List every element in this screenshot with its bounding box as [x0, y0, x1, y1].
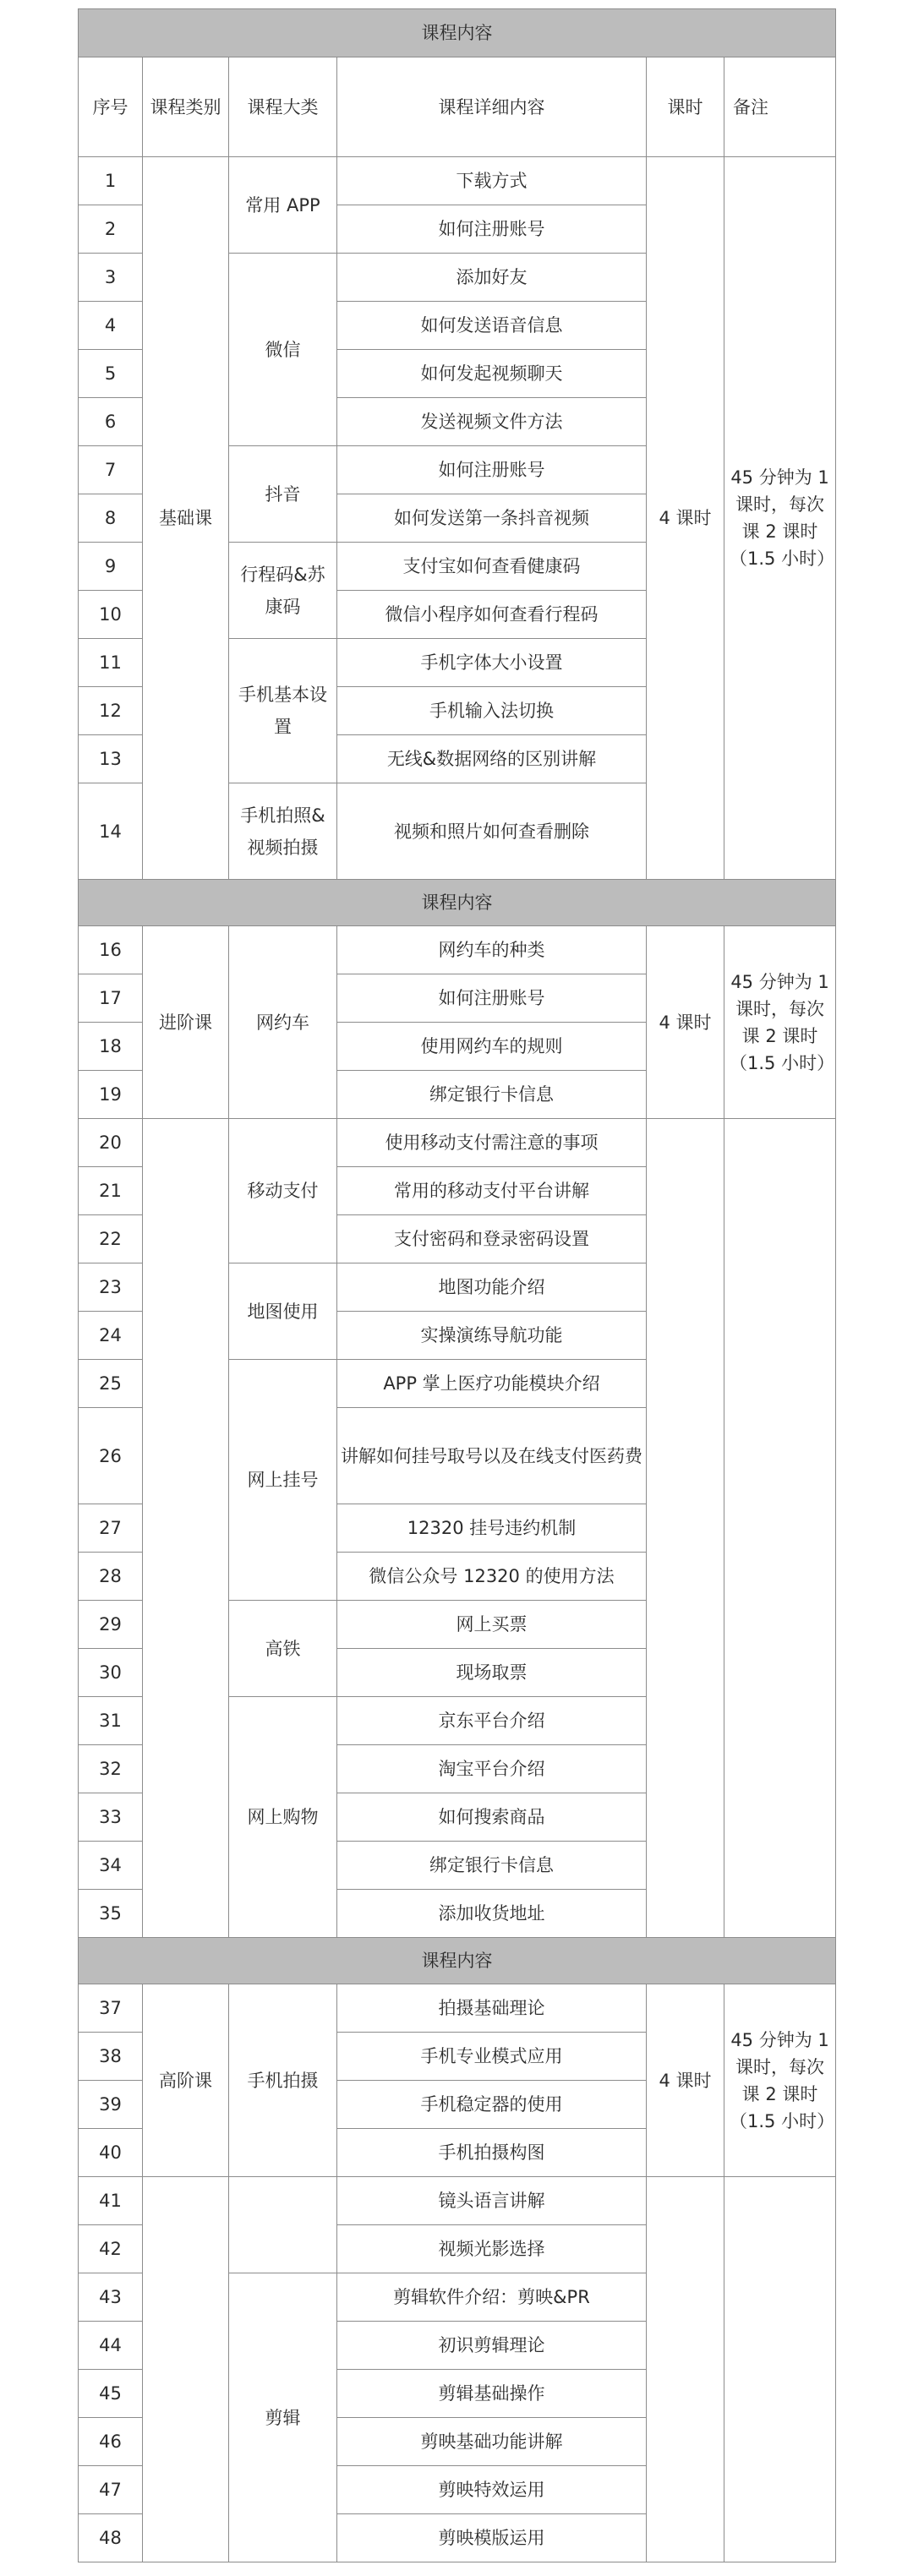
section-header: 课程内容 [79, 9, 836, 57]
course-category-empty [143, 2177, 229, 2562]
row-number: 9 [79, 543, 143, 591]
course-note: 45 分钟为 1 课时，每次课 2 课时（1.5 小时） [724, 157, 836, 880]
row-number: 25 [79, 1360, 143, 1408]
course-hours-empty [647, 1119, 724, 1938]
row-number: 30 [79, 1649, 143, 1697]
course-detail: 使用网约车的规则 [337, 1023, 647, 1071]
course-category: 高阶课 [143, 1984, 229, 2177]
course-detail: 手机专业模式应用 [337, 2033, 647, 2081]
course-detail: 网上买票 [337, 1601, 647, 1649]
course-detail: 淘宝平台介绍 [337, 1745, 647, 1793]
row-number: 28 [79, 1553, 143, 1601]
row-number: 42 [79, 2225, 143, 2273]
course-hours: 4 课时 [647, 157, 724, 880]
row-number: 18 [79, 1023, 143, 1071]
row-number: 20 [79, 1119, 143, 1167]
course-detail: 添加收货地址 [337, 1890, 647, 1938]
row-number: 34 [79, 1842, 143, 1890]
row-number: 39 [79, 2081, 143, 2129]
table-row [79, 926, 836, 974]
course-detail: 地图功能介绍 [337, 1263, 647, 1312]
row-number: 35 [79, 1890, 143, 1938]
course-detail: 讲解如何挂号取号以及在线支付医药费 [337, 1408, 647, 1504]
course-detail: 如何发起视频聊天 [337, 350, 647, 398]
row-number: 17 [79, 974, 143, 1023]
course-detail: 如何发送第一条抖音视频 [337, 494, 647, 543]
course-category-empty [143, 1119, 229, 1938]
course-detail: 拍摄基础理论 [337, 1984, 647, 2033]
row-number: 2 [79, 205, 143, 254]
column-header-group: 课程大类 [229, 57, 337, 157]
course-note: 45 分钟为 1 课时，每次课 2 课时（1.5 小时） [724, 926, 836, 1119]
course-detail: 京东平台介绍 [337, 1697, 647, 1745]
row-number: 21 [79, 1167, 143, 1215]
course-detail: 初识剪辑理论 [337, 2322, 647, 2370]
row-number: 22 [79, 1215, 143, 1263]
course-hours-empty [647, 2177, 724, 2562]
course-detail: 常用的移动支付平台讲解 [337, 1167, 647, 1215]
course-detail: 剪辑软件介绍：剪映&PR [337, 2273, 647, 2322]
row-number: 43 [79, 2273, 143, 2322]
column-header-category: 课程类别 [143, 57, 229, 157]
course-group: 网上挂号 [229, 1360, 337, 1601]
course-detail: 如何注册账号 [337, 205, 647, 254]
row-number: 24 [79, 1312, 143, 1360]
course-detail: 剪映模版运用 [337, 2514, 647, 2562]
row-number: 1 [79, 157, 143, 205]
row-number: 26 [79, 1408, 143, 1504]
course-group: 地图使用 [229, 1263, 337, 1360]
course-group: 高铁 [229, 1601, 337, 1697]
course-detail: 如何搜索商品 [337, 1793, 647, 1842]
course-detail: 微信公众号 12320 的使用方法 [337, 1553, 647, 1601]
column-header-detail: 课程详细内容 [337, 57, 647, 157]
section-header: 课程内容 [79, 880, 836, 926]
course-group: 移动支付 [229, 1119, 337, 1263]
course-detail: 网约车的种类 [337, 926, 647, 974]
course-detail: 微信小程序如何查看行程码 [337, 591, 647, 639]
row-number: 47 [79, 2466, 143, 2514]
course-detail: 现场取票 [337, 1649, 647, 1697]
table-row [79, 1984, 836, 2033]
column-header-hours: 课时 [647, 57, 724, 157]
row-number: 16 [79, 926, 143, 974]
row-number: 7 [79, 446, 143, 494]
row-number: 6 [79, 398, 143, 446]
row-number: 23 [79, 1263, 143, 1312]
table-row [79, 157, 836, 205]
course-detail: 支付宝如何查看健康码 [337, 543, 647, 591]
row-number: 38 [79, 2033, 143, 2081]
course-detail: 绑定银行卡信息 [337, 1842, 647, 1890]
row-number: 12 [79, 687, 143, 735]
course-group: 剪辑 [229, 2273, 337, 2562]
course-detail: 如何发送语音信息 [337, 302, 647, 350]
course-group: 手机拍摄 [229, 1984, 337, 2177]
course-detail: 支付密码和登录密码设置 [337, 1215, 647, 1263]
course-detail: 绑定银行卡信息 [337, 1071, 647, 1119]
course-group: 行程码&苏康码 [229, 543, 337, 639]
course-detail: 添加好友 [337, 254, 647, 302]
course-detail: 实操演练导航功能 [337, 1312, 647, 1360]
row-number: 33 [79, 1793, 143, 1842]
row-number: 14 [79, 783, 143, 880]
section-header: 课程内容 [79, 1938, 836, 1984]
course-detail: 手机输入法切换 [337, 687, 647, 735]
row-number: 45 [79, 2370, 143, 2418]
course-category: 进阶课 [143, 926, 229, 1119]
course-detail: 使用移动支付需注意的事项 [337, 1119, 647, 1167]
course-hours: 4 课时 [647, 926, 724, 1119]
course-group: 手机拍照&视频拍摄 [229, 783, 337, 880]
column-header-note: 备注 [724, 57, 836, 157]
row-number: 19 [79, 1071, 143, 1119]
course-detail: 无线&数据网络的区别讲解 [337, 735, 647, 783]
course-detail: 手机稳定器的使用 [337, 2081, 647, 2129]
course-detail: 剪映特效运用 [337, 2466, 647, 2514]
course-detail: 手机字体大小设置 [337, 639, 647, 687]
row-number: 32 [79, 1745, 143, 1793]
row-number: 37 [79, 1984, 143, 2033]
row-number: 40 [79, 2129, 143, 2177]
course-detail: 下载方式 [337, 157, 647, 205]
row-number: 13 [79, 735, 143, 783]
row-number: 44 [79, 2322, 143, 2370]
course-table [78, 8, 836, 2562]
row-number: 46 [79, 2418, 143, 2466]
row-number: 48 [79, 2514, 143, 2562]
course-detail: APP 掌上医疗功能模块介绍 [337, 1360, 647, 1408]
row-number: 5 [79, 350, 143, 398]
course-group: 手机基本设置 [229, 639, 337, 783]
course-hours: 4 课时 [647, 1984, 724, 2177]
course-detail: 如何注册账号 [337, 974, 647, 1023]
course-group: 网约车 [229, 926, 337, 1119]
row-number: 27 [79, 1504, 143, 1553]
row-number: 10 [79, 591, 143, 639]
course-group: 微信 [229, 254, 337, 446]
course-note-empty [724, 2177, 836, 2562]
course-detail: 发送视频文件方法 [337, 398, 647, 446]
course-detail: 视频光影选择 [337, 2225, 647, 2273]
course-detail: 剪映基础功能讲解 [337, 2418, 647, 2466]
row-number: 3 [79, 254, 143, 302]
table-row [79, 2177, 836, 2225]
course-detail: 12320 挂号违约机制 [337, 1504, 647, 1553]
row-number: 31 [79, 1697, 143, 1745]
row-number: 4 [79, 302, 143, 350]
table-row [79, 1119, 836, 1167]
course-group: 常用 APP [229, 157, 337, 254]
course-category: 基础课 [143, 157, 229, 880]
course-detail: 剪辑基础操作 [337, 2370, 647, 2418]
course-detail: 如何注册账号 [337, 446, 647, 494]
row-number: 8 [79, 494, 143, 543]
course-detail: 视频和照片如何查看删除 [337, 783, 647, 880]
course-note: 45 分钟为 1 课时，每次课 2 课时（1.5 小时） [724, 1984, 836, 2177]
course-group: 抖音 [229, 446, 337, 543]
course-detail: 手机拍摄构图 [337, 2129, 647, 2177]
row-number: 41 [79, 2177, 143, 2225]
column-header-no: 序号 [79, 57, 143, 157]
course-group-empty [229, 2177, 337, 2273]
course-group: 网上购物 [229, 1697, 337, 1938]
course-note-empty [724, 1119, 836, 1938]
row-number: 29 [79, 1601, 143, 1649]
course-detail: 镜头语言讲解 [337, 2177, 647, 2225]
row-number: 11 [79, 639, 143, 687]
